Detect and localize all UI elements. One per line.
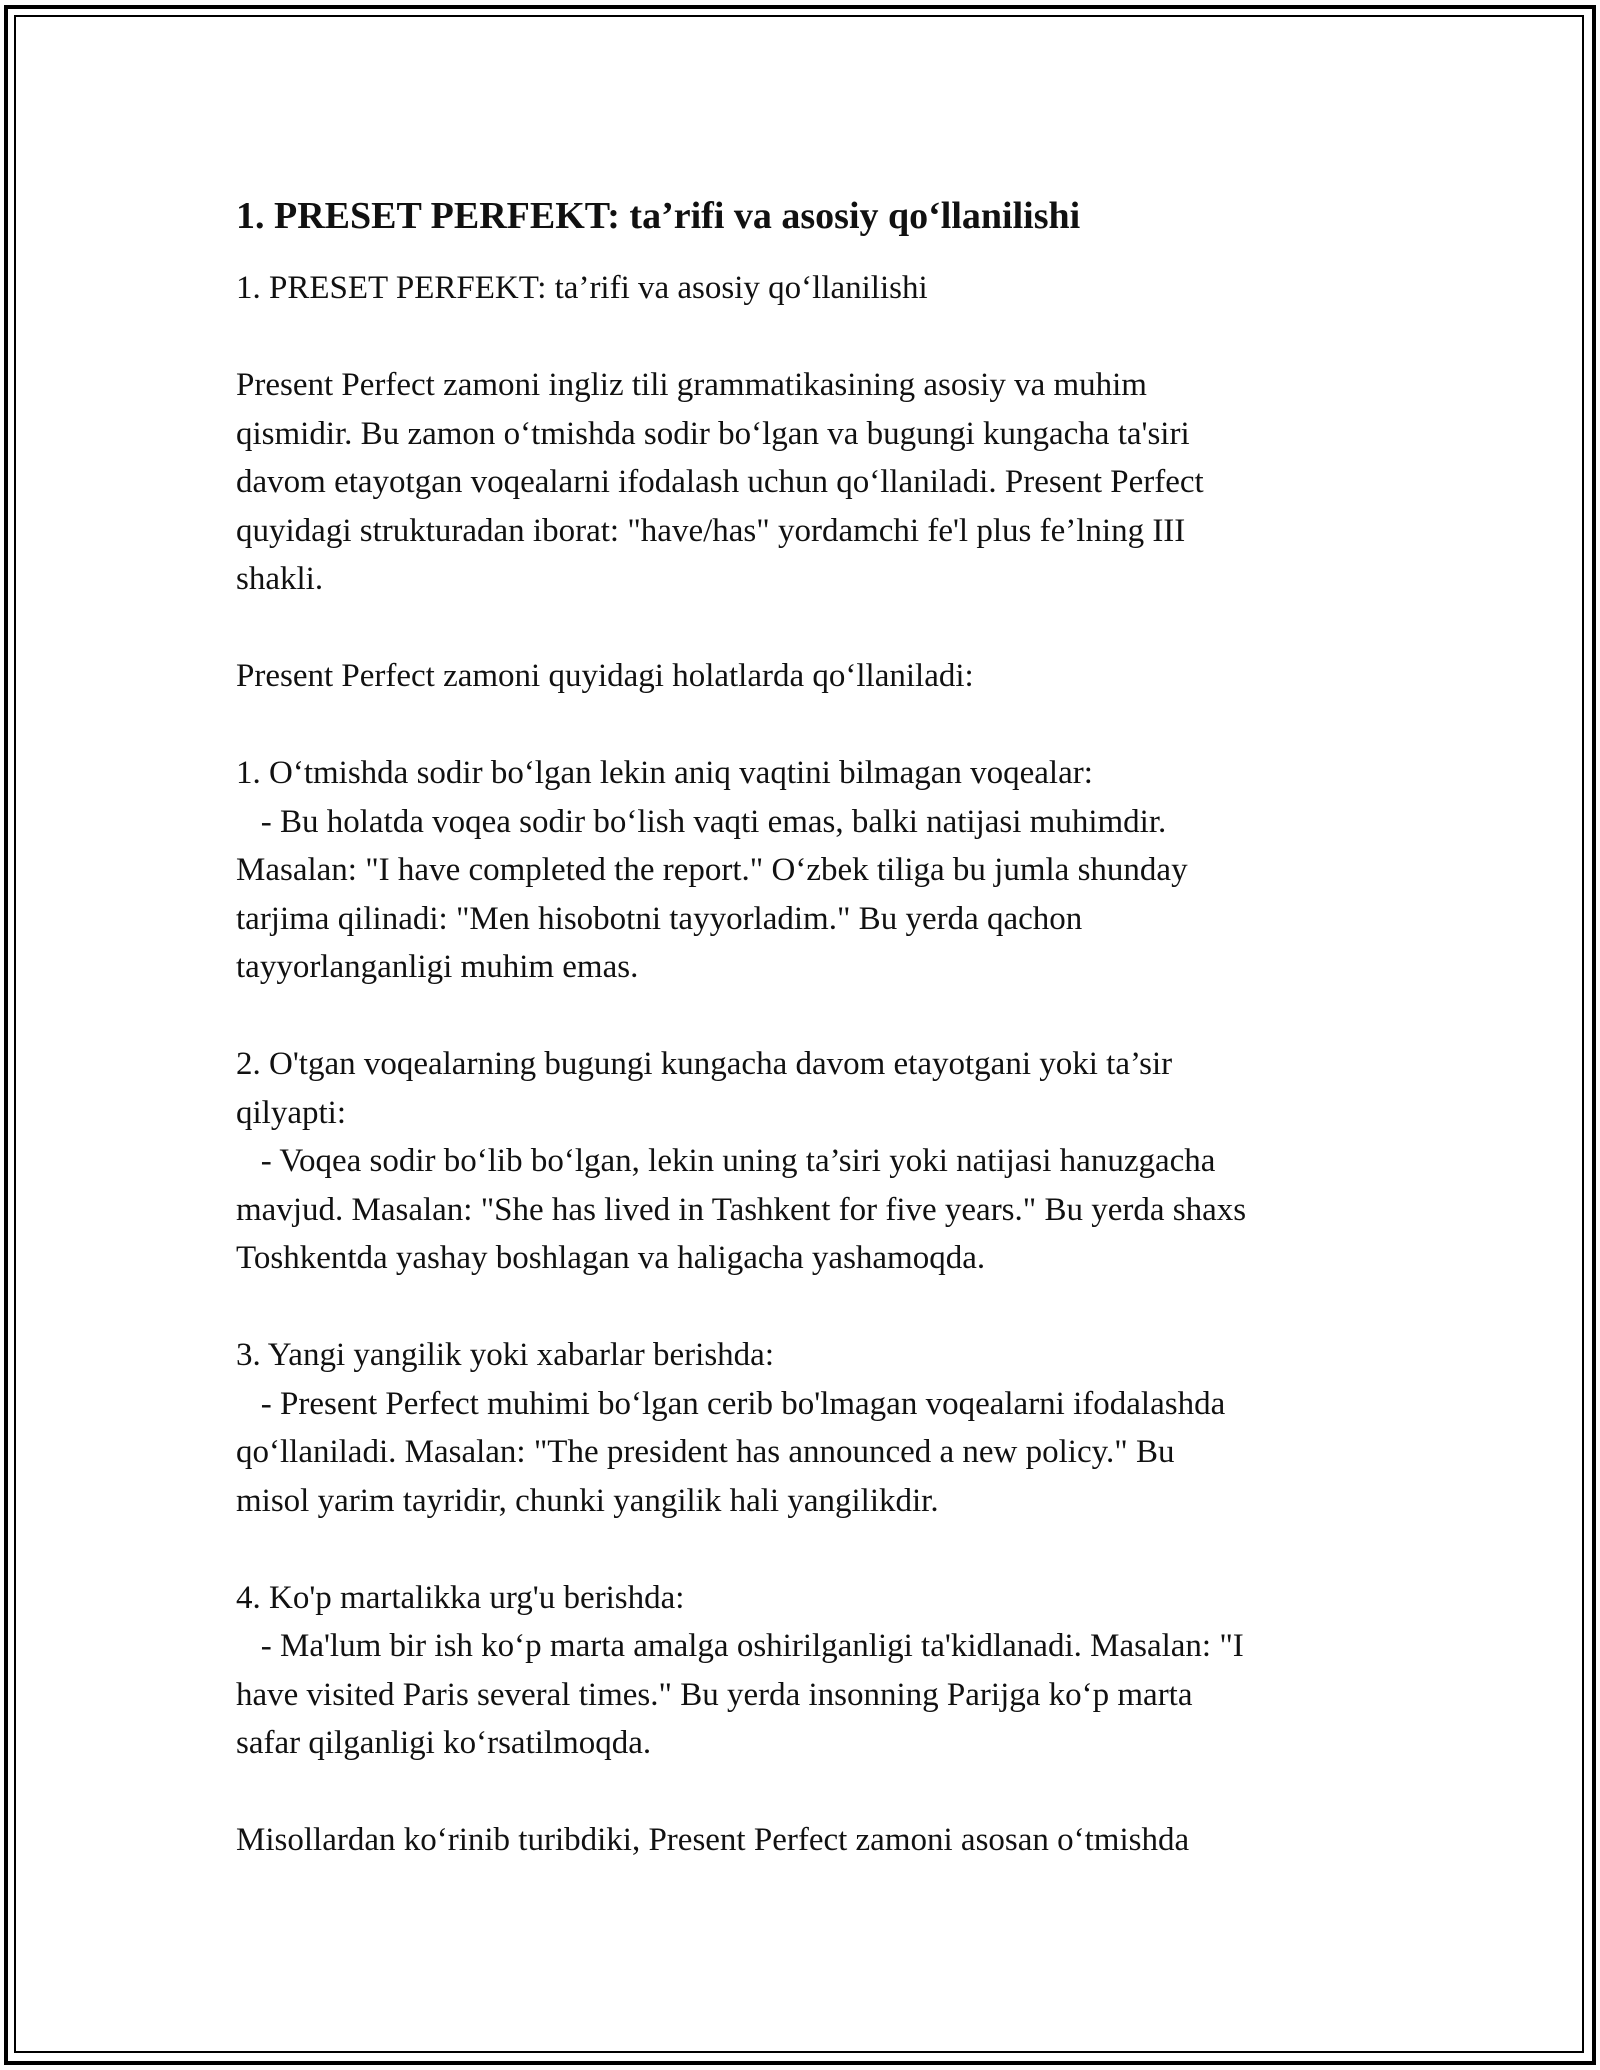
- document-content: [236, 180, 1386, 1865]
- document-body: 1. PRESET PERFEKT: ta’rifi va asosiy qo‘llanilishi Present Perfect zamoni ingliz tili grammatikasining asosiy va muhim qismidir. Bu zamon o‘tmishda sodir bo‘lgan va bugungi kungacha ta'siri davom etayotgan voqealarni ifodalash uchun qo‘llaniladi. Present Perfect quyidagi strukturadan iborat: "have/has" yordamchi fe'l plus fe’lning III shakli. Present Perfect zamoni quyidagi holatlarda qo‘llaniladi: 1. O‘tmishda sodir bo‘lgan lekin aniq vaqtini bilmagan voqealar: - Bu holatda voqea sodir bo‘lish vaqti emas, balki natijasi muhimdir. Masalan: "I have completed the report." O‘zbek tiliga bu jumla shunday tarjima qilinadi: "Men hisobotni tayyorladim." Bu yerda qachon tayyorlanganligi muhim emas. 2. O'tgan voqealarning bugungi kungacha davom etayotgani yoki ta’sir qilyapti: - Voqea sodir bo‘lib bo‘lgan, lekin uning ta’siri yoki natijasi hanuzgacha mavjud. Masalan: "She has lived in Tashkent for five years." Bu yerda shaxs Toshkentda yashay boshlagan va haligacha yashamoqda. 3. Yangi yangilik yoki xabarlar berishda: - Present Perfect muhimi bo‘lgan cerib bo'lmagan voqealarni ifodalashda qo‘llaniladi. Masalan: "The president has announced a new policy." Bu misol yarim tayridir, chunki yangilik hali yangilikdir. 4. Ko'p martalikka urg'u berishda: - Ma'lum bir ish ko‘p marta amalga oshirilganligi ta'kidlanadi. Masalan: "I have visited Paris several times." Bu yerda insonning Parijga ko‘p marta safar qilganligi ko‘rsatilmoqda. Misollardan ko‘rinib turibdiki, Present Perfect zamoni asosan o‘tmishda: [236, 270, 1247, 1858]
- document-title: 1. PRESET PERFEKT: ta’rifi va asosiy qo‘llanilishi: [236, 195, 1081, 237]
